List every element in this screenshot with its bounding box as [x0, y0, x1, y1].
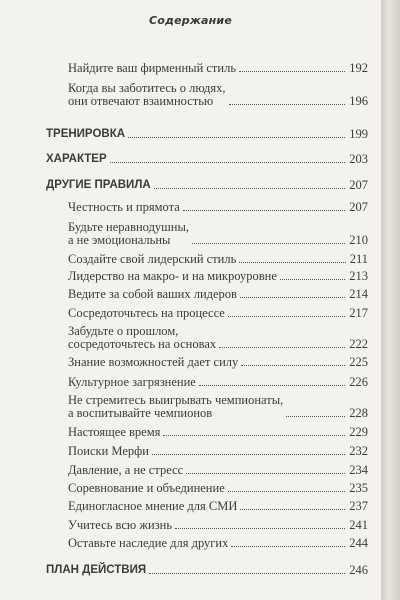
toc-entry-page-number: 207 — [349, 200, 368, 214]
toc-entry-page-number: 232 — [349, 444, 368, 458]
toc-entry-page-number: 237 — [349, 499, 368, 513]
toc-entry-title: ДРУГИЕ ПРАВИЛА — [46, 179, 151, 191]
toc-entry-page-number: 234 — [349, 463, 368, 477]
toc-entry-page-number: 246 — [349, 563, 368, 577]
toc-entry-title: ТРЕНИРОВКА — [46, 128, 126, 140]
toc-entry-page-number: 192 — [349, 61, 368, 75]
toc-entry-title: Единогласное мнение для СМИ — [68, 499, 238, 513]
toc-entry-title: Знание возможностей дает силу — [68, 355, 239, 369]
toc-entry-page-number: 228 — [349, 406, 368, 420]
toc-entry-title: Настоящее время — [68, 425, 161, 439]
toc-entry-page-number: 244 — [349, 536, 368, 550]
toc-entry-title: Будьте неравнодушны, а не эмоциональны — [68, 220, 190, 247]
toc-entry-title: Оставьте наследие для других — [68, 536, 229, 550]
toc-entry-page-number: 199 — [349, 127, 368, 141]
page-header-title: Содержание — [149, 14, 232, 27]
toc-entry-title: Соревнование и объединение — [68, 481, 225, 495]
toc-entry-page-number: 222 — [349, 337, 368, 351]
toc-entry-title: Сосредоточьтесь на процессе — [68, 306, 225, 320]
page-edge — [381, 0, 400, 600]
toc-entry-title: Учитесь всю жизнь — [68, 518, 173, 532]
toc-entry-title: Лидерство на макро- и на микроуровне — [68, 269, 277, 283]
toc-entry-page-number: 226 — [349, 375, 368, 389]
toc-entry-page-number: 211 — [349, 252, 368, 266]
toc-entry-title: Создайте свой лидерский стиль — [68, 252, 237, 266]
dot-leader — [149, 573, 345, 574]
toc-entry-title: Культурное загрязнение — [68, 375, 196, 389]
toc-entry-title: ХАРАКТЕР — [46, 153, 107, 165]
toc-entry-page-number: 225 — [349, 355, 368, 369]
toc-entry-title: Когда вы заботитесь о людях, они отвечают взаимностью — [68, 81, 226, 108]
toc-entry-page-number: 241 — [349, 518, 368, 532]
toc-entry-title: Забудьте о прошлом, сосредоточьтесь на основах — [68, 324, 217, 351]
toc-entry-title: Найдите ваш фирменный стиль — [68, 61, 237, 75]
toc-entry-title: Честность и прямота — [68, 200, 180, 214]
toc-entry-page-number: 210 — [349, 233, 368, 247]
toc-section-entry — [46, 533, 368, 577]
toc-entry-title: Не стремитесь выигрывать чемпионаты, а воспитывайте чемпионов — [68, 393, 284, 420]
toc-entry-title: ПЛАН ДЕЙСТВИЯ — [46, 564, 147, 576]
toc-entry-title: Давление, а не стресс — [68, 463, 184, 477]
toc-entry-page-number: 203 — [349, 152, 368, 166]
toc-entry-page-number: 213 — [349, 269, 368, 283]
toc-entry-page-number: 196 — [349, 94, 368, 108]
toc-entry-title: Ведите за собой ваших лидеров — [68, 287, 237, 301]
toc-entry-page-number: 217 — [349, 306, 368, 320]
toc-entry-page-number: 229 — [349, 425, 368, 439]
toc-entry-page-number: 235 — [349, 481, 368, 495]
toc-entry-title: Поиски Мерфи — [68, 444, 149, 458]
toc-entry-page-number: 214 — [349, 287, 368, 301]
toc-entry-page-number: 207 — [349, 178, 368, 192]
